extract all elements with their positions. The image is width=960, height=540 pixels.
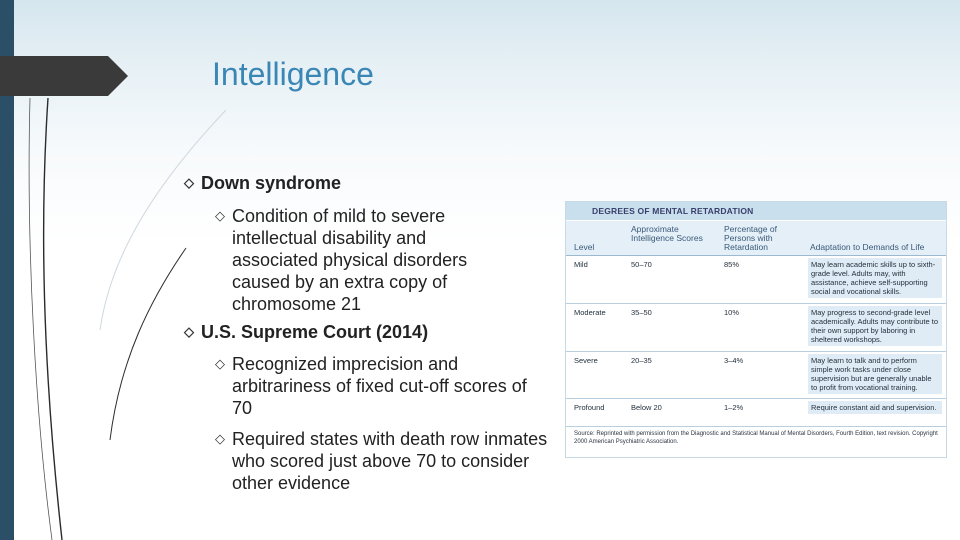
title-arrow-tab bbox=[0, 56, 128, 96]
header-adaptation: Adaptation to Demands of Life bbox=[810, 242, 925, 252]
table-title: DEGREES OF MENTAL RETARDATION bbox=[566, 202, 946, 220]
diamond-outline-icon: ◇ bbox=[184, 324, 194, 339]
table-row bbox=[566, 304, 946, 352]
cell-scores: Below 20 bbox=[631, 403, 662, 412]
bullet-down-syndrome bbox=[184, 172, 501, 194]
sub-bullet-imprecision bbox=[215, 353, 532, 419]
cell-percentage: 3–4% bbox=[724, 356, 744, 365]
header-scores: Approximate Intelligence Scores bbox=[631, 224, 703, 243]
cell-percentage: 1–2% bbox=[724, 403, 744, 412]
cell-percentage: 10% bbox=[724, 308, 740, 317]
table-row bbox=[566, 399, 946, 427]
sub-bullet-death-row bbox=[215, 428, 552, 494]
table-header-row bbox=[566, 221, 946, 256]
cell-adaptation: May learn academic skills up to sixth-grade level. Adults may, with assistance, achieve self-supporting social and vocational skills. bbox=[808, 258, 942, 298]
cell-level: Severe bbox=[574, 356, 598, 365]
cell-scores: 35–50 bbox=[631, 308, 652, 317]
diamond-outline-icon: ◇ bbox=[215, 356, 225, 371]
header-level: Level bbox=[574, 242, 595, 252]
cell-adaptation: May progress to second-grade level academically. Adults may contribute to their own support by laboring in sheltered workshops. bbox=[808, 306, 942, 346]
bullet-text: Condition of mild to severe intellectual disability and associated physical disorders caused by an extra copy of chromosome 21 bbox=[232, 206, 468, 314]
bullet-text: Recognized imprecision and arbitrariness of fixed cut-off scores of 70 bbox=[232, 354, 527, 418]
bullet-supreme-court bbox=[184, 321, 521, 343]
diamond-outline-icon: ◇ bbox=[184, 175, 194, 190]
bullet-text: Down syndrome bbox=[201, 173, 342, 193]
bullet-text: U.S. Supreme Court (2014) bbox=[201, 322, 429, 342]
cell-level: Mild bbox=[574, 260, 588, 269]
cell-percentage: 85% bbox=[724, 260, 740, 269]
cell-adaptation: Require constant aid and supervision. bbox=[808, 401, 942, 414]
header-percentage: Percentage of Persons with Retardation bbox=[724, 224, 777, 252]
table-source-note: Source: Reprinted with permission from the Diagnostic and Statistical Manual of Mental Disorders, Fourth Edition, text revision. Copyright 2000 American Psychiatric Association. bbox=[574, 431, 938, 445]
retardation-degrees-table bbox=[565, 201, 947, 458]
bullet-text: Required states with death row inmates who scored just above 70 to consider other evidence bbox=[232, 429, 548, 493]
cell-scores: 20–35 bbox=[631, 356, 652, 365]
diamond-outline-icon: ◇ bbox=[215, 431, 225, 446]
sub-bullet-definition bbox=[215, 205, 512, 315]
table-row bbox=[566, 352, 946, 399]
cell-level: Profound bbox=[574, 403, 605, 412]
cell-adaptation: May learn to talk and to perform simple work tasks under close supervision but are generally unable to profit from vocational training. bbox=[808, 354, 942, 394]
cell-scores: 50–70 bbox=[631, 260, 652, 269]
cell-level: Moderate bbox=[574, 308, 606, 317]
slide-title: Intelligence bbox=[212, 56, 374, 92]
table-row bbox=[566, 257, 946, 304]
diamond-outline-icon: ◇ bbox=[215, 208, 225, 223]
